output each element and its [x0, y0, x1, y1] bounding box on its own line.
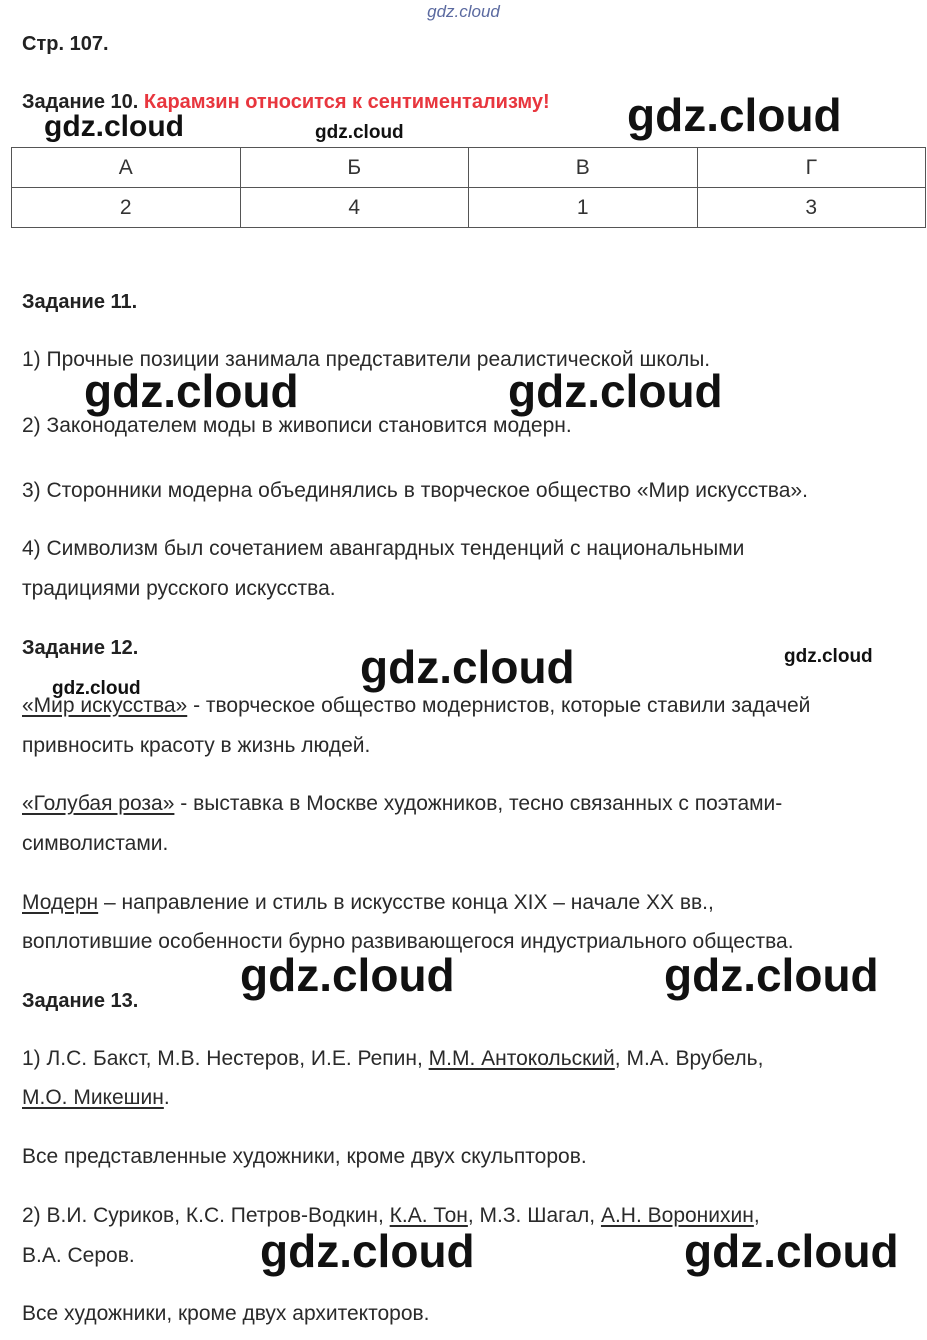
- term: Модерн: [22, 891, 99, 914]
- top-watermark: gdz.cloud: [427, 2, 500, 21]
- artist-list: 2) В.И. Суриков, К.С. Петров-Водкин,: [22, 1204, 390, 1227]
- task10-label: Задание 10.: [22, 91, 139, 113]
- term-definition: [22, 883, 714, 923]
- table-header-cell: Б: [240, 148, 469, 188]
- watermark: gdz.cloud: [84, 365, 299, 417]
- task13-part2-conclusion: Все художники, кроме двух архитекторов.: [22, 1302, 430, 1325]
- task11-item: 1) Прочные позиции занимала представители реалистической школы.: [22, 348, 711, 371]
- term: «Мир искусства»: [22, 694, 188, 717]
- odd-name: М.М. Антокольский: [428, 1047, 615, 1070]
- artist-list: , М.А. Врубель,: [614, 1047, 764, 1070]
- odd-name: А.Н. Воронихин: [600, 1204, 754, 1227]
- definition-continuation: привносить красоту в жизнь людей.: [22, 734, 371, 757]
- table-row: [12, 188, 926, 228]
- artist-list: ,: [753, 1204, 760, 1227]
- page-title-text: Стр. 107.: [22, 33, 109, 55]
- definition-text: – направление и стиль в искусстве конца XIX – начале XX вв.,: [98, 891, 714, 914]
- task13-part1-line1: [22, 1039, 763, 1079]
- page-title: [22, 33, 109, 56]
- definition-continuation: символистами.: [22, 832, 169, 855]
- watermark: gdz.cloud: [784, 646, 873, 667]
- task11-heading: Задание 11.: [22, 291, 138, 313]
- watermark: gdz.cloud: [684, 1225, 899, 1277]
- definition-continuation: воплотившие особенности бурно развивающегося индустриального общества.: [22, 930, 794, 953]
- table-header-cell: В: [469, 148, 698, 188]
- task11-item: традициями русского искусства.: [22, 577, 336, 600]
- watermark: gdz.cloud: [44, 110, 184, 143]
- task11-item: 4) Символизм был сочетанием авангардных тенденций с национальными: [22, 537, 745, 560]
- task13-part1-conclusion: Все представленные художники, кроме двух скульпторов.: [22, 1145, 587, 1168]
- artist-list: 1) Л.С. Бакст, М.В. Нестеров, И.Е. Репин,: [22, 1047, 429, 1070]
- odd-name: М.О. Микешин: [22, 1086, 164, 1109]
- table-cell: 4: [240, 188, 469, 228]
- term-definition: [22, 784, 782, 824]
- table-header-cell: А: [12, 148, 241, 188]
- task11-item: 3) Сторонники модерна объединялись в творческое общество «Мир искусства».: [22, 479, 808, 502]
- watermark: gdz.cloud: [315, 122, 404, 143]
- definition-text: - выставка в Москве художников, тесно связанных с поэтами-: [174, 792, 783, 815]
- watermark: gdz.cloud: [52, 678, 141, 699]
- table-header-cell: Г: [697, 148, 926, 188]
- task13-heading: Задание 13.: [22, 990, 139, 1012]
- table-header-row: [12, 148, 926, 188]
- watermark: gdz.cloud: [627, 89, 842, 141]
- task12-heading: Задание 12.: [22, 637, 139, 659]
- task13-part1-line2: [22, 1078, 170, 1118]
- odd-name: К.А. Тон: [389, 1204, 468, 1227]
- task11-item: 2) Законодателем моды в живописи становится модерн.: [22, 414, 572, 437]
- watermark: gdz.cloud: [360, 641, 575, 693]
- task10-note: Карамзин относится к сентиментализму!: [143, 91, 550, 113]
- watermark: gdz.cloud: [508, 365, 723, 417]
- watermark: gdz.cloud: [664, 949, 879, 1001]
- artist-list: .: [163, 1086, 170, 1109]
- table-cell: 2: [12, 188, 241, 228]
- task10-answer-table: [11, 147, 926, 228]
- watermark: gdz.cloud: [260, 1225, 475, 1277]
- task13-part2-line2: В.А. Серов.: [22, 1244, 135, 1267]
- term: «Голубая роза»: [22, 792, 175, 815]
- definition-text: - творческое общество модернистов, которые ставили задачей: [187, 694, 811, 717]
- table-cell: 3: [697, 188, 926, 228]
- artist-list: , М.З. Шагал,: [467, 1204, 601, 1227]
- table-cell: 1: [469, 188, 698, 228]
- watermark: gdz.cloud: [240, 949, 455, 1001]
